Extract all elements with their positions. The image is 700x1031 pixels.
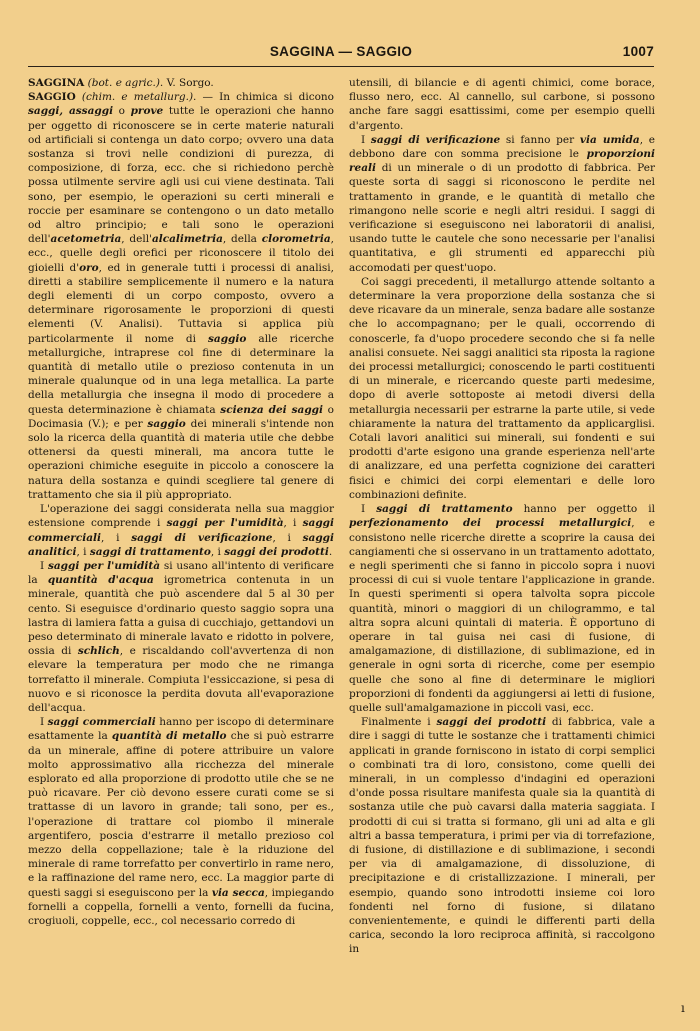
paragraph-continuation: utensili, di bilancie e di agenti chimici, come borace, flusso nero, ecc. Al cannello, sul carbone, si possono anche fare saggi esattissimi, come per esempio quelli d'argento. (349, 77, 655, 132)
right-column (349, 76, 655, 957)
entry-headword: SAGGINA (28, 77, 85, 89)
paragraph-saggi-prodotti: Finalmente i saggi dei prodotti di fabbrica, vale a dire i saggi di tutte le sostanze che i trattamenti chimici applicati in grande forniscono in istato di corpi semplici o combinati tra di loro, consistono, come quelli dei minerali, in un complesso d'indagini ed operazioni d'onde possa risultare manifesta quale sia la quantità di sostanza utile che può cavarsi dalla materia saggiata. I prodotti di cui si tratta si formano, gli uni ad alta e gli altri a bassa temperatura, i primi per via di torrefazione, di fusione, di distillazione e di sublimazione, i secondi per via di amalgamazione, di dissoluzione, di precipitazione e di cristallizzazione. I minerali, per esempio, quando sono introdotti insieme coi loro fondenti nel forno di fusione, si dilatano convenientemente, e quindi le differenti parti della carica, secondo la loro reciproca affinità, si raccolgono in (349, 716, 655, 956)
entry-saggio: SAGGIO (chim. e metallurg.). — In chimica si dicono saggi, assaggi o prove tutte le operazioni che hanno per oggetto di riconoscere se in certe materie naturali od artificiali si contenga un dato corpo; ovvero una data sostanza si trovi nelle condizioni di purezza, di composizione, di forza, ecc. che si richiedono perchè possa utilmente servire agli usi cui viene destinata. Tali sono, per esempio, le operazioni su certi minerali e roccie per esaminare se contengono o un dato metallo od altro principio; e tali sono le operazioni dell'acetometria, dell'alcalimetria, della clorometria, ecc., quelle degli orefici per riconoscere il titolo dei gioielli d'oro, ed in generale tutti i processi di analisi, diretti a stabilire semplicemente il numero e la natura degli elementi di un corpo composto, ovvero a determinare rigorosamente le proporzioni di questi elementi (V. Analisi). Tuttavia si applica più particolarmente il nome di saggio alle ricerche metallurgiche, intraprese col fine di determinare la quantità di metallo utile o prezioso contenuta in un minerale qualunque od in una lega metallica. La parte della metallurgia che insegna il modo di procedere a questa determinazione è chiamata scienza dei saggi o Docimasia (V.); e per saggio dei minerali s'intende non solo la ricerca della quantità di materia utile che debbe ottenersi da questi minerali, ma ancora tutte le operazioni chimiche eseguite in piccolo a conoscere la natura della sostanza e quindi scegliere tal genere di trattamento che sia il più appropriato. (28, 91, 335, 501)
paragraph-saggi-umidita: I saggi per l'umidità si usano all'intento di verificare la quantità d'acqua igrometrica contenuta in un minerale, quantità che può ascendere dal 5 al 30 per cento. Si eseguisce d'ordinario questo saggio sopra una lastra di lamiera fatta a guisa di cucchiajo, gettandovi un peso determinato di minerale lavato e ridotto in polvere, ossia di schlich, e riscaldando coll'avvertenza di non elevare la temperatura per modo che ne rimanga torrefatto il minerale. Compiuta l'essiccazione, si pesa di nuovo e si riconosce la perdita dovuta all'evaporazione dell'acqua. (28, 559, 334, 714)
paragraph-saggi-verificazione: I saggi di verificazione si fanno per via umida, e debbono dare con somma precisione le proporzioni reali di un minerale o di un prodotto di fabbrica. Per queste sorta di saggi si riconoscono le perdite nel trattamento in grande, e le quantità di metallo che rimangono nelle scorie e negli altri residui. I saggi di verificazione si eseguiscono nei laboratorii di analisi, usando tutte le cautele che sono necessarie per l'analisi quantitativa, e gli strumenti ed apparecchi più accomodati per quest'uopo. (349, 133, 656, 274)
footer-mark: ı (681, 1001, 685, 1015)
entry-label: (chim. e metallurg.). (81, 91, 197, 104)
running-header (28, 40, 654, 67)
paragraph-saggi-trattamento: I saggi di trattamento hanno per oggetto il perfezionamento dei processi metallurgici, e consistono nelle ricerche dirette a scoprire la causa dei cangiamenti che si osservano in un trattamento adottato, e negli sperimenti che si fanno in piccolo sopra i nuovi processi di cui si vuole tentare l'applicazione in grande. In questi sperimenti si opera talvolta sopra piccole quantità, minori o maggiori di un chilogrammo, e tal altra sopra alcuni quintali di materia. È opportuno di operare in tal guisa nei casi di fusione, di amalgamazione, di distillazione, di sublimazione, ed in generale in ogni sorta di ricerche, come per esempio quelle che sono al fine di determinare le migliori proporzioni di fondenti da aggiungersi ai letti di fusione, quelle sull'amalgamazione in piccoli vasi, ecc. (349, 503, 656, 714)
paragraph-saggi-commerciali: I saggi commerciali hanno per iscopo di determinare esattamente la quantità di metallo che si può estrarre da un minerale, affine di potere attribuire un valore molto approssimativo alla ricchezza del minerale esplorato ed alla proporzione di prodotto utile che se ne può ricavare. Per ciò devono essere curati come se si trattasse di un lavoro in grande; tali sono, per es., l'operazione di trattare col piombo il minerale argentifero, poscia d'estrarre il metallo prezioso col mezzo della coppellazione; tale è la riduzione del minerale di rame torrefatto per convertirlo in rame nero, e la raffinazione del rame nero, ecc. La maggior parte di questi saggi si eseguiscono per la via secca, impiegando fornelli a coppella, fornelli a vento, fornelli da fucina, crogiuoli, coppelle, ecc., col necessario corredo di (28, 716, 334, 927)
paragraph-saggi-analitici: Coi saggi precedenti, il metallurgo attende soltanto a determinare la vera proporzione della sostanza che si deve ricavare da un minerale, senza badare alle sostanze che lo accompagnano; per le quali, occorrendo di conoscerle, fa d'uopo procedere secondo che si fa nelle analisi consuete. Nei saggi analitici sta riposta la ragione dei processi metallurgici; conoscendo le parti costituenti di un minerale, e ricercando queste parti medesime, dopo di averle sottoposte ai metodi diversi della metallurgia necessarii per estrarne la parte utile, si vede chiaramente la natura del trattamento da applicarglisi. Cotali lavori analitici sui minerali, sui fondenti e sui prodotti d'arte esigono una grande esperienza nell'arte di analizzare, ed una perfetta cognizione dei caratteri fisici e chimici dei corpi elementari e delle loro combinazioni definite. (349, 275, 656, 501)
paragraph-saggi-types: L'operazione dei saggi considerata nella sua maggior estensione comprende i saggi per l'umidità, i saggi commerciali, i saggi di verificazione, i saggi analitici, i saggi di trattamento, i saggi dei prodotti. (28, 503, 335, 558)
left-column (28, 76, 334, 928)
header-title: SAGGINA — SAGGIO (269, 44, 413, 59)
entry-headword: SAGGIO (28, 91, 76, 104)
page-number: 1007 (622, 44, 654, 59)
entry-saggina: SAGGINA (bot. e agric.). V. Sorgo. (28, 77, 214, 89)
entry-label: (bot. e agric.). (87, 77, 164, 89)
